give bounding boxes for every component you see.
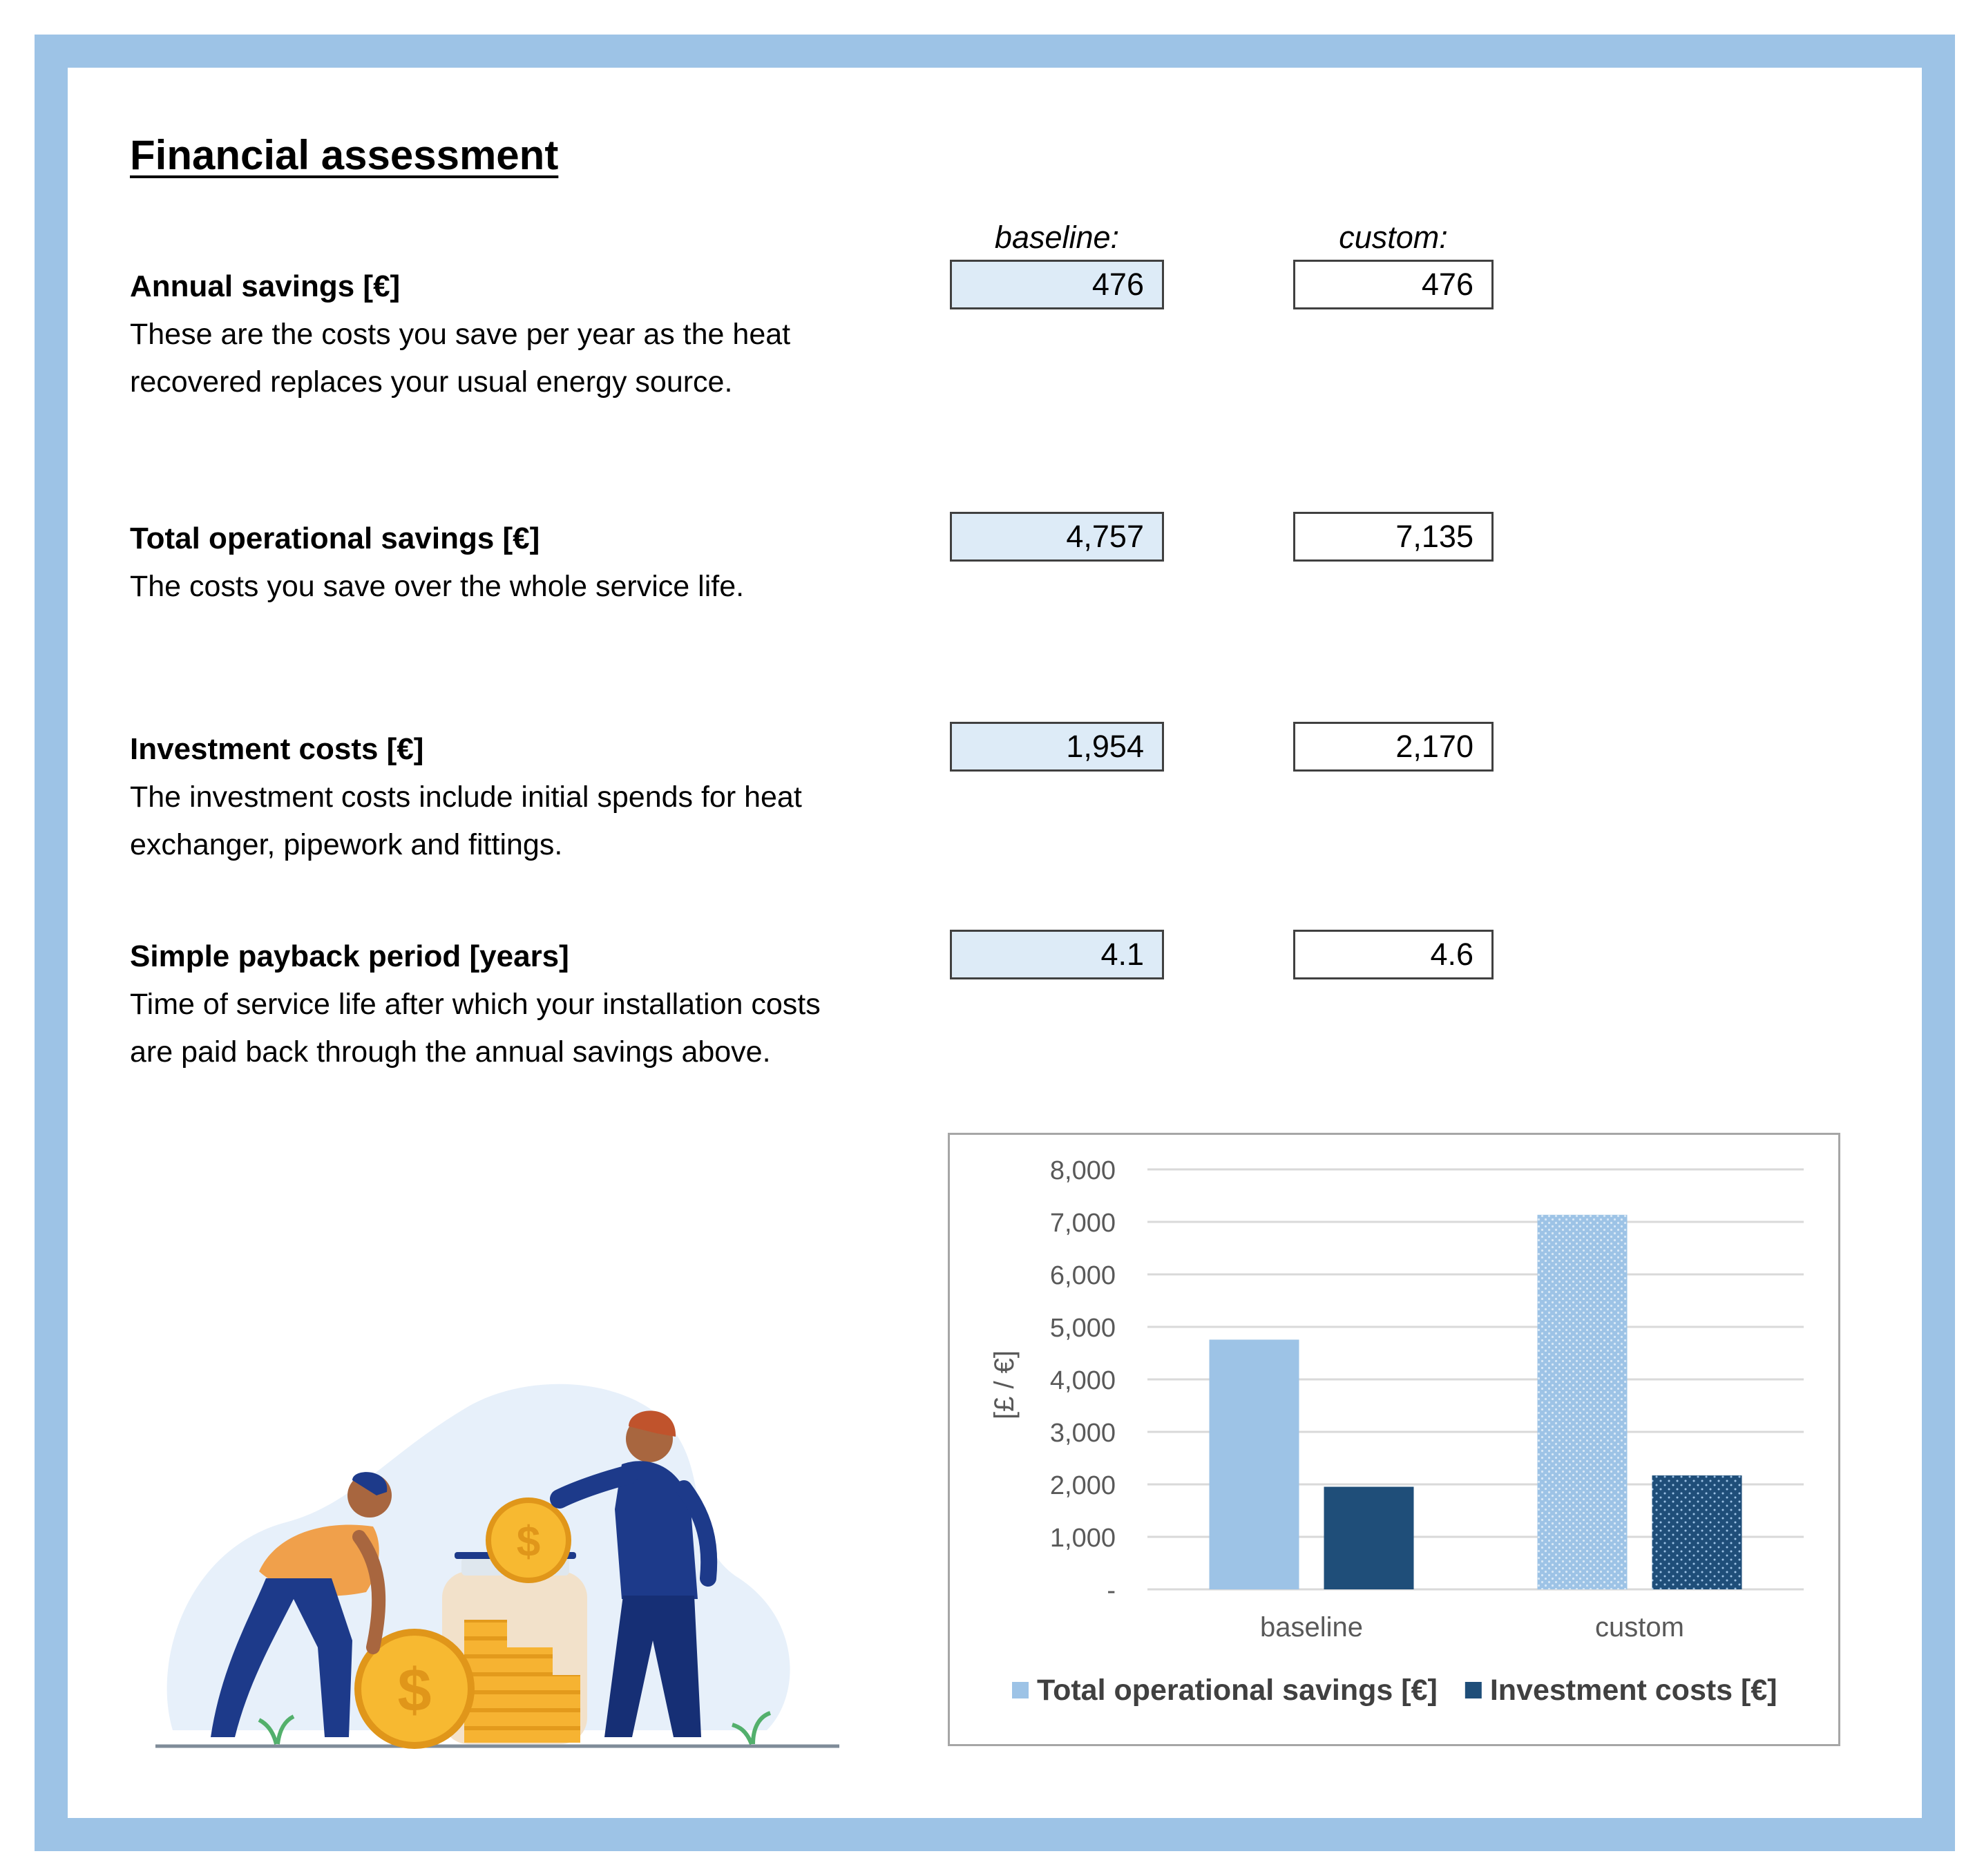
- chart-y-tick-label: 1,000: [1049, 1524, 1116, 1553]
- chart-bar-custom-operational-savings: [1538, 1215, 1628, 1589]
- metric-simple-payback-period: [130, 932, 855, 1076]
- metric-investment-costs: [130, 725, 855, 869]
- savings-vs-investment-chart: [948, 1133, 1840, 1746]
- metric-description: Time of service life after which your installation costs are paid back through the annual savings above.: [130, 988, 821, 1069]
- metric-label: Annual savings [€]: [130, 269, 401, 303]
- metric-description: The investment costs include initial spends for heat exchanger, pipework and fittings.: [130, 781, 802, 861]
- metric-description: These are the costs you save per year as the heat recovered replaces your usual energy source.: [130, 318, 791, 399]
- chart-y-axis-label: [£ / €]: [989, 1350, 1020, 1420]
- svg-text:$: $: [516, 1518, 541, 1566]
- total-operational-savings-baseline-field[interactable]: 4,757: [950, 512, 1164, 562]
- chart-x-tick-label: custom: [1595, 1612, 1684, 1643]
- metric-label: Investment costs [€]: [130, 732, 424, 766]
- chart-legend-swatch: [1465, 1682, 1482, 1698]
- chart-x-tick-label: baseline: [1259, 1612, 1364, 1643]
- metric-description: The costs you save over the whole service life.: [130, 570, 745, 603]
- payback-period-baseline-field[interactable]: 4.1: [950, 930, 1164, 979]
- total-operational-savings-custom-field[interactable]: 7,135: [1293, 512, 1494, 562]
- savings-jar-illustration-icon: [145, 1371, 850, 1758]
- chart-bar-custom-investment-costs: [1652, 1475, 1742, 1589]
- annual-savings-custom-field[interactable]: 476: [1293, 260, 1494, 309]
- chart-bar-baseline-operational-savings: [1210, 1339, 1299, 1589]
- page-title: Financial assessment: [130, 132, 559, 178]
- chart-y-tick-label: 4,000: [1049, 1366, 1116, 1395]
- chart-y-tick-label: 8,000: [1049, 1156, 1116, 1185]
- chart-canvas: [950, 1135, 1838, 1744]
- metric-label: Total operational savings [€]: [130, 521, 540, 555]
- chart-legend-swatch: [1012, 1682, 1029, 1698]
- metric-annual-savings: [130, 262, 855, 406]
- svg-text:$: $: [397, 1656, 432, 1724]
- investment-costs-custom-field[interactable]: 2,170: [1293, 722, 1494, 772]
- chart-legend-label: Investment costs [€]: [1489, 1674, 1777, 1707]
- payback-period-custom-field[interactable]: 4.6: [1293, 930, 1494, 979]
- chart-legend: [1012, 1674, 1777, 1707]
- column-header-baseline: baseline:: [994, 220, 1120, 255]
- metric-total-operational-savings: [130, 515, 855, 611]
- chart-legend-label: Total operational savings [€]: [1037, 1674, 1438, 1707]
- investment-costs-baseline-field[interactable]: 1,954: [950, 722, 1164, 772]
- column-header-custom: custom:: [1339, 220, 1448, 255]
- chart-y-tick-label: -: [1107, 1576, 1116, 1605]
- chart-y-tick-label: 7,000: [1049, 1209, 1116, 1238]
- chart-y-tick-label: 2,000: [1049, 1471, 1116, 1500]
- annual-savings-baseline-field[interactable]: 476: [950, 260, 1164, 309]
- chart-bar-baseline-investment-costs: [1324, 1486, 1414, 1589]
- chart-y-tick-label: 5,000: [1049, 1314, 1116, 1343]
- chart-y-tick-label: 6,000: [1049, 1261, 1116, 1290]
- metric-label: Simple payback period [years]: [130, 939, 569, 973]
- chart-y-tick-label: 3,000: [1049, 1419, 1116, 1448]
